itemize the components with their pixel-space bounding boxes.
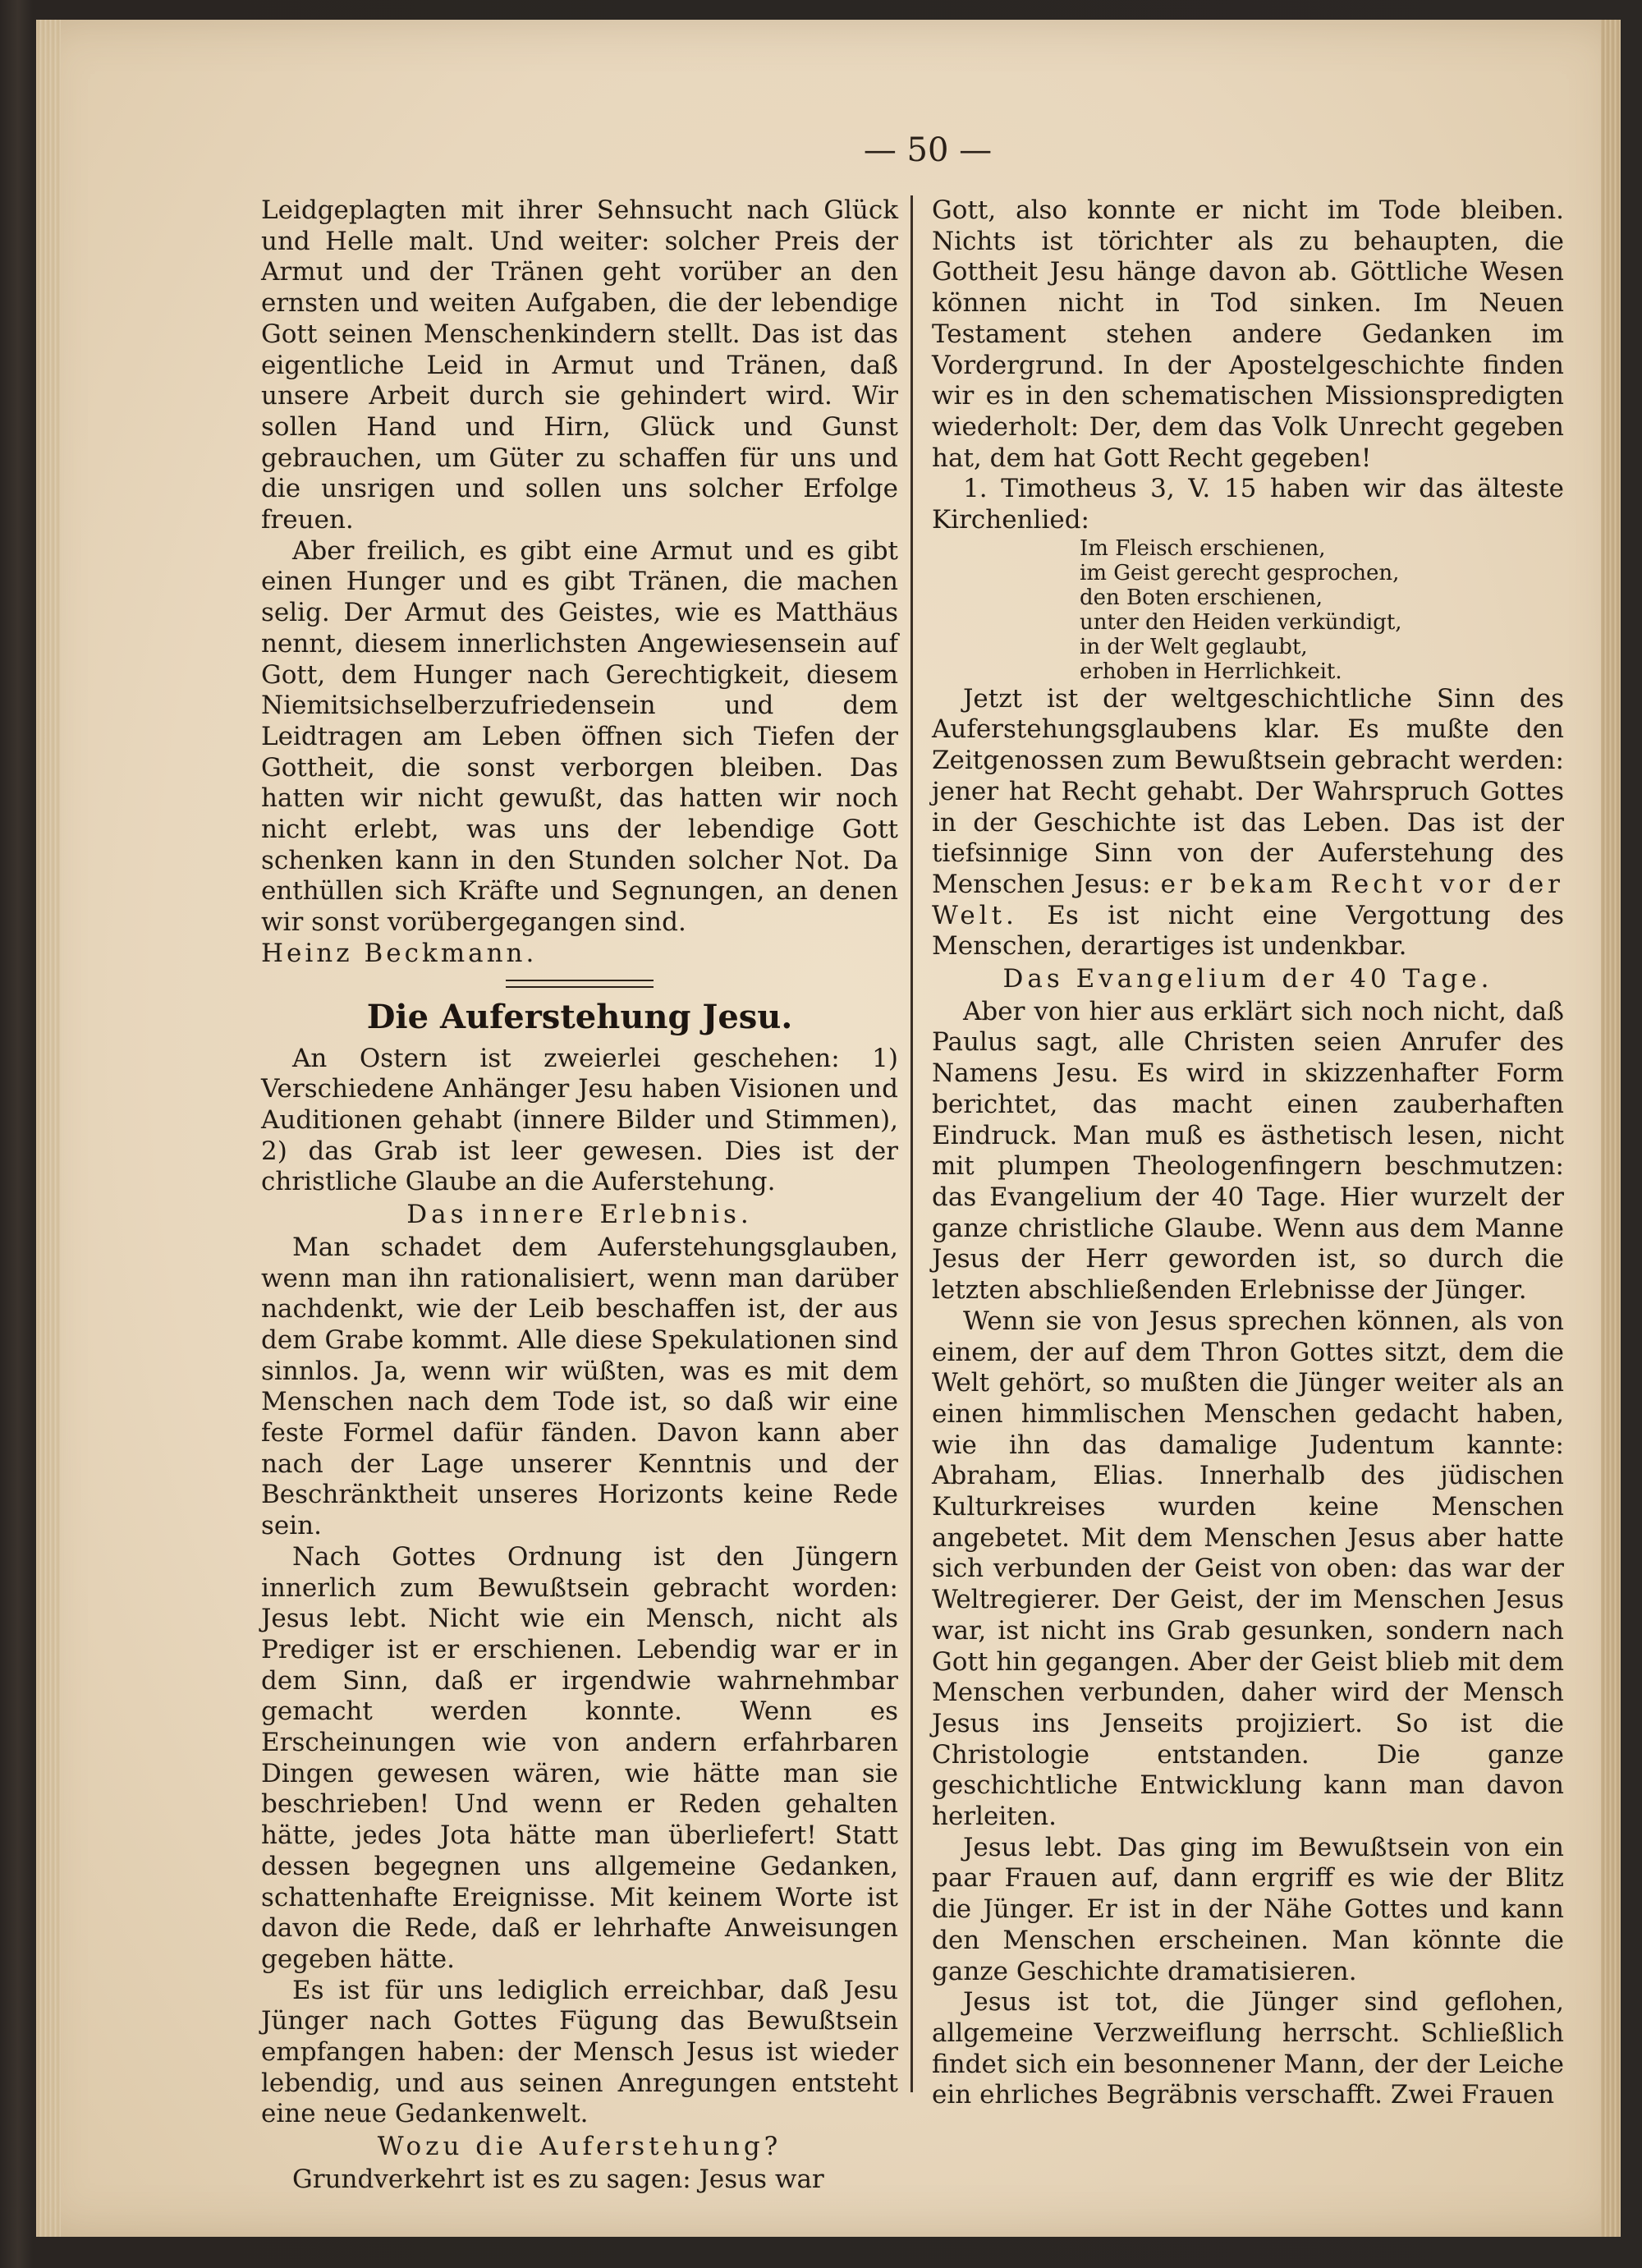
hymn-line: im Geist gerecht gesprochen, xyxy=(1080,560,1400,585)
hymn-quote xyxy=(1080,536,1564,684)
article-title: Die Auferstehung Jesu. xyxy=(366,997,793,1036)
text-run: Jetzt ist der weltgeschichtliche Sinn des Auferstehungsglaubens klar. Es mußte den Zeitgenossen zum Bewußtsein gebracht werden: jener hat Recht gehabt. Der Wahrspruch Gottes in der Geschichte ist das Leben. Das ist der tiefsinnige Sinn von der Auferstehung des Menschen Jesus: xyxy=(932,683,1564,899)
paragraph: Aber freilich, es gibt eine Armut und es gibt einen Hunger und es gibt Tränen, die machen selig. Der Armut des Geistes, wie es Matthäus nennt, diesem innerlichsten Angewiesensein auf Gott, dem Hunger nach Gerechtigkeit, diesem Niemitsichselberzufriedensein und dem Leidtragen am Leben öffnen sich Tiefen der Gottheit, die sonst verborgen bleiben. Das hatten wir nicht gewußt, das hatten wir noch nicht erlebt, was uns der lebendige Gott schenken kann in den Stunden solcher Not. Da enthüllen sich Kräfte und Segnungen, an denen wir sonst vorübergegangen sind. xyxy=(261,535,898,938)
paragraph: Jesus lebt. Das ging im Bewußtsein von ein paar Frauen auf, dann ergriff es wie der Blitz die Jünger. Er ist in der Nähe Gottes und kann den Menschen erscheinen. Man könnte die ganze Geschichte dramatisieren. xyxy=(932,1832,1564,1986)
paragraph xyxy=(932,684,1564,962)
paragraph: Wenn sie von Jesus sprechen können, als von einem, der auf dem Thron Gottes sitzt, dem die Welt gehört, so mußten die Jünger weiter als an einen himmlischen Menschen gedacht haben, wie ihn das damalige Judentum kannte: Abraham, Elias. Innerhalb des jüdischen Kulturkreises wurden keine Menschen angebetet. Mit dem Menschen Jesus aber hatte sich verbunden der Geist von oben: das war der Weltregierer. Der Geist, der im Menschen Jesus war, ist nicht ins Grab gesunken, sondern nach Gott hin gegangen. Aber der Geist blieb mit dem Menschen verbunden, daher wird der Mensch Jesus ins Jenseits projiziert. So ist die Christologie entstanden. Die ganze geschichtliche Entwicklung kann man davon herleiten. xyxy=(932,1306,1564,1832)
paragraph: Gott, also konnte er nicht im Tode bleiben. Nichts ist törichter als zu behaupten, die Gottheit Jesu hänge davon ab. Göttliche Wesen können nicht in Tod sinken. Im Neuen Testament stehen andere Gedanken im Vordergrund. In der Apostelgeschichte finden wir es in den schematischen Missionspredigten wiederholt: Der, dem das Volk Unrecht gegeben hat, dem hat Gott Recht gegeben! xyxy=(932,195,1564,473)
column-divider xyxy=(910,195,913,2092)
subheading: Das Evangelium der 40 Tage. xyxy=(1002,964,1493,994)
author-signature xyxy=(261,939,898,970)
author-name: Heinz Beckmann. xyxy=(261,938,538,968)
paragraph: Aber von hier aus erklärt sich noch nicht, daß Paulus sagt, alle Christen seien Anrufer des Namens Jesu. Es wird in skizzenhafter Form berichtet, das macht einen zauberhaften Eindruck. Man muß es ästhetisch lesen, nicht mit plumpen Theologenfingern beschmutzen: das Evangelium der 40 Tage. Hier wurzelt der ganze christliche Glaube. Wenn aus dem Manne Jesus der Herr geworden ist, so durch die letzten abschließenden Erlebnisse der Jünger. xyxy=(932,996,1564,1306)
hymn-line: in der Welt geglaubt, xyxy=(1080,634,1308,659)
paragraph: Leidgeplagten mit ihrer Sehnsucht nach Glück und Helle malt. Und weiter: solcher Preis der Armut und der Tränen geht vorüber an den ernsten und weiten Aufgaben, die der lebendige Gott seinen Menschenkindern stellt. Das ist das eigentliche Leid in Armut und Tränen, daß unsere Arbeit durch sie gehindert wird. Wir sollen Hand und Hirn, Glück und Gunst gebrauchen, um Güter zu schaffen für uns und die unsrigen und sollen uns solcher Erfolge freuen. xyxy=(261,195,898,535)
hymn-line: erhoben in Herrlichkeit. xyxy=(1080,659,1342,684)
right-column xyxy=(932,195,1564,2111)
left-column xyxy=(261,195,898,2196)
hymn-line: den Boten erschienen, xyxy=(1080,585,1323,610)
paragraph: An Ostern ist zweierlei geschehen: 1) Verschiedene Anhänger Jesu haben Visionen und Auditionen gehabt (innere Bilder und Stimmen), 2) das Grab ist leer gewesen. Dies ist der christliche Glaube an die Auferstehung. xyxy=(261,1043,898,1197)
text-run: Es ist nicht eine Vergottung des Menschen, derartiges ist undenkbar. xyxy=(932,900,1565,962)
paragraph: Nach Gottes Ordnung ist den Jüngern innerlich zum Bewußtsein gebracht worden: Jesus lebt. Nicht wie ein Mensch, nicht als Prediger ist er erschienen. Lebendig war er in dem Sinn, daß er irgendwie wahrnehmbar gemacht werden konnte. Wenn es Erscheinungen wie von andern erfahrbaren Dingen gewesen wären, wie hätte man sie beschrieben! Und wenn er Reden gehalten hätte, jedes Jota hätte man überliefert! Statt dessen begegnen uns allgemeine Gedanken, schattenhafte Ereignisse. Mit keinem Worte ist davon die Rede, daß er lehrhafte Anweisungen gegeben hätte. xyxy=(261,1541,898,1974)
paragraph: Es ist für uns lediglich erreichbar, daß Jesu Jünger nach Gottes Fügung das Bewußtsein empfangen haben: der Mensch Jesus ist wieder lebendig, und aus seinen Anregungen entsteht eine neue Gedankenwelt. xyxy=(261,1975,898,2129)
subheading: Wozu die Auferstehung? xyxy=(377,2132,782,2162)
paragraph: 1. Timotheus 3, V. 15 haben wir das älteste Kirchenlied: xyxy=(932,474,1564,535)
paragraph: Man schadet dem Auferstehungsglauben, wenn man ihn rationalisiert, wenn man darüber nachdenkt, wie der Leib beschaffen ist, der aus dem Grabe kommt. Alle diese Spekulationen sind sinnlos. Ja, wenn wir wüßten, was es mit dem Menschen nach dem Tode ist, so daß wir eine feste Formel dafür fänden. Davon kann aber nach der Lage unserer Kenntnis und der Beschränktheit unseres Horizonts keine Rede sein. xyxy=(261,1232,898,1541)
paragraph: Grundverkehrt ist es zu sagen: Jesus war xyxy=(292,2164,824,2194)
hymn-line: unter den Heiden verkündigt, xyxy=(1080,609,1402,635)
page-edge-left xyxy=(36,20,61,2237)
spaced-emphasis: er bekam Recht vor der Welt. xyxy=(932,869,1564,930)
hymn-line: Im Fleisch erschienen, xyxy=(1080,535,1326,561)
page-number: — 50 — xyxy=(863,131,993,169)
section-divider xyxy=(506,980,654,988)
page-edge-right xyxy=(1601,20,1621,2237)
paragraph: Jesus ist tot, die Jünger sind geflohen, allgemeine Verzweiflung herrscht. Schließlich findet sich ein besonnener Mann, der der Leiche ein ehrliches Begräbnis verschafft. Zwei Frauen xyxy=(932,1987,1564,2110)
subheading: Das innere Erlebnis. xyxy=(406,1200,753,1230)
